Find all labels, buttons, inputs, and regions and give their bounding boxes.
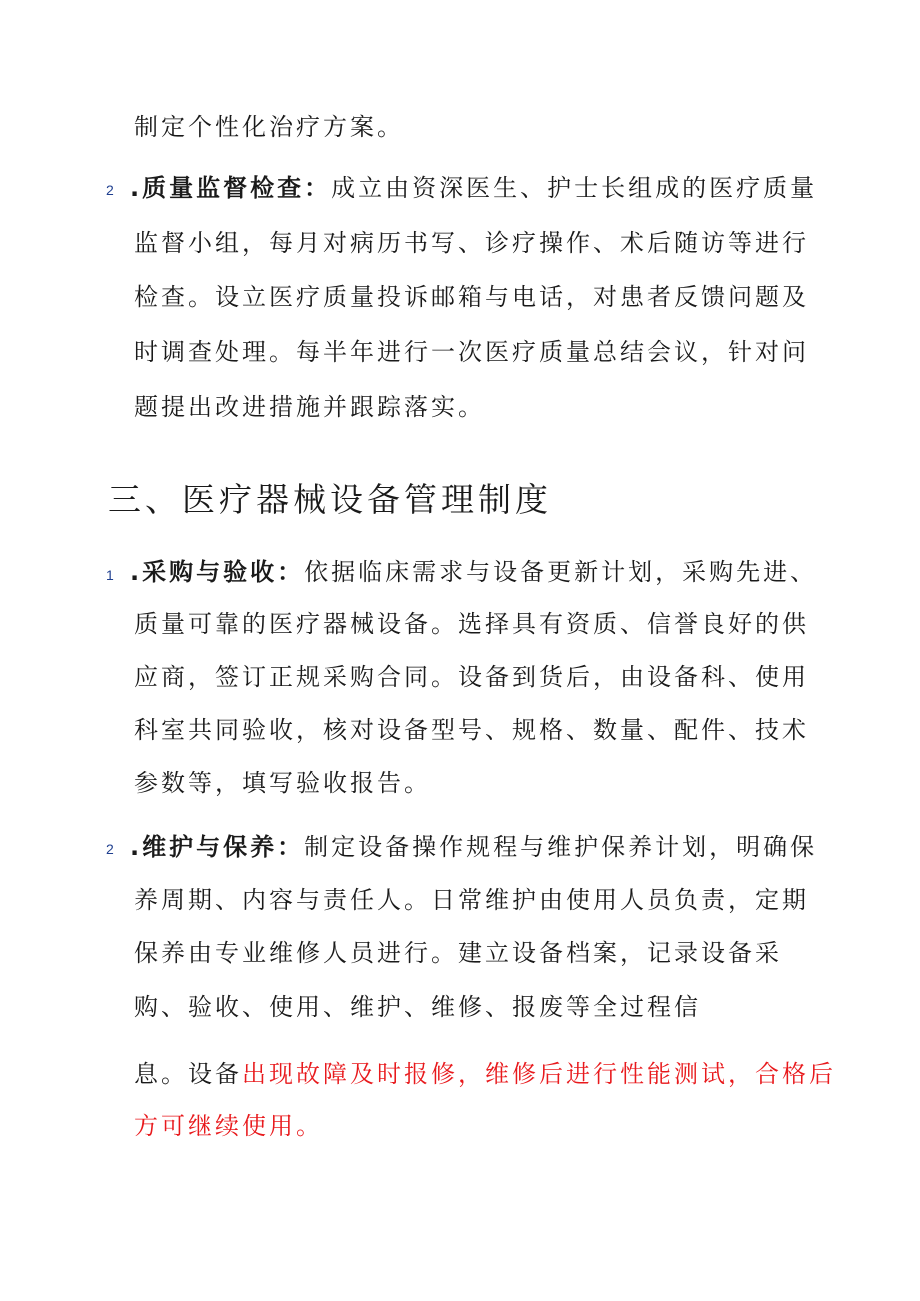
item-purchase-line-1: [130, 557, 817, 587]
item-purchase-line-2: 质量可靠的医疗器械设备。选择具有资质、信誉良好的供: [134, 610, 809, 638]
item-maintenance-final-black: 息。设备: [134, 1060, 242, 1088]
item-quality-line-1: [130, 173, 817, 203]
item-maintenance-text-1: 制定设备操作规程与维护保养计划，明确保: [304, 833, 818, 861]
item-quality-line-2: 监督小组，每月对病历书写、诊疗操作、术后随访等进行: [134, 229, 809, 257]
item-number-purchase: 1: [106, 567, 114, 583]
item-maintenance-line-6: 方可继续使用。: [134, 1112, 323, 1140]
item-maintenance-line-5: [134, 1059, 836, 1089]
item-number-quality: 2: [106, 182, 114, 198]
item-purchase-lead: .采购与验收：: [130, 558, 305, 586]
item-quality-line-5: 题提出改进措施并跟踪落实。: [134, 393, 485, 421]
item-number-maintenance: 2: [106, 841, 114, 857]
item-purchase-text-1: 依据临床需求与设备更新计划，采购先进、: [304, 558, 818, 586]
item-quality-line-3: 检查。设立医疗质量投诉邮箱与电话，对患者反馈问题及: [134, 283, 809, 311]
item-purchase-line-4: 科室共同验收，核对设备型号、规格、数量、配件、技术: [134, 716, 809, 744]
section-heading: 三、医疗器械设备管理制度: [108, 480, 552, 519]
item-maintenance-final-red: 出现故障及时报修，维修后进行性能测试，合格后: [242, 1060, 836, 1088]
item-maintenance-line-1: [130, 832, 817, 862]
item-purchase-line-3: 应商，签订正规采购合同。设备到货后，由设备科、使用: [134, 663, 809, 691]
item-maintenance-line-4: 购、验收、使用、维护、维修、报废等全过程信: [134, 993, 701, 1021]
intro-line: 制定个性化治疗方案。: [134, 113, 404, 141]
item-quality-lead: .质量监督检查：: [130, 174, 332, 202]
item-maintenance-lead: .维护与保养：: [130, 833, 305, 861]
item-quality-line-4: 时调查处理。每半年进行一次医疗质量总结会议，针对问: [134, 338, 809, 366]
item-quality-text-1: 成立由资深医生、护士长组成的医疗质量: [331, 174, 818, 202]
item-maintenance-line-3: 保养由专业维修人员进行。建立设备档案，记录设备采: [134, 939, 782, 967]
item-maintenance-line-2: 养周期、内容与责任人。日常维护由使用人员负责，定期: [134, 886, 809, 914]
item-purchase-line-5: 参数等，填写验收报告。: [134, 769, 431, 797]
